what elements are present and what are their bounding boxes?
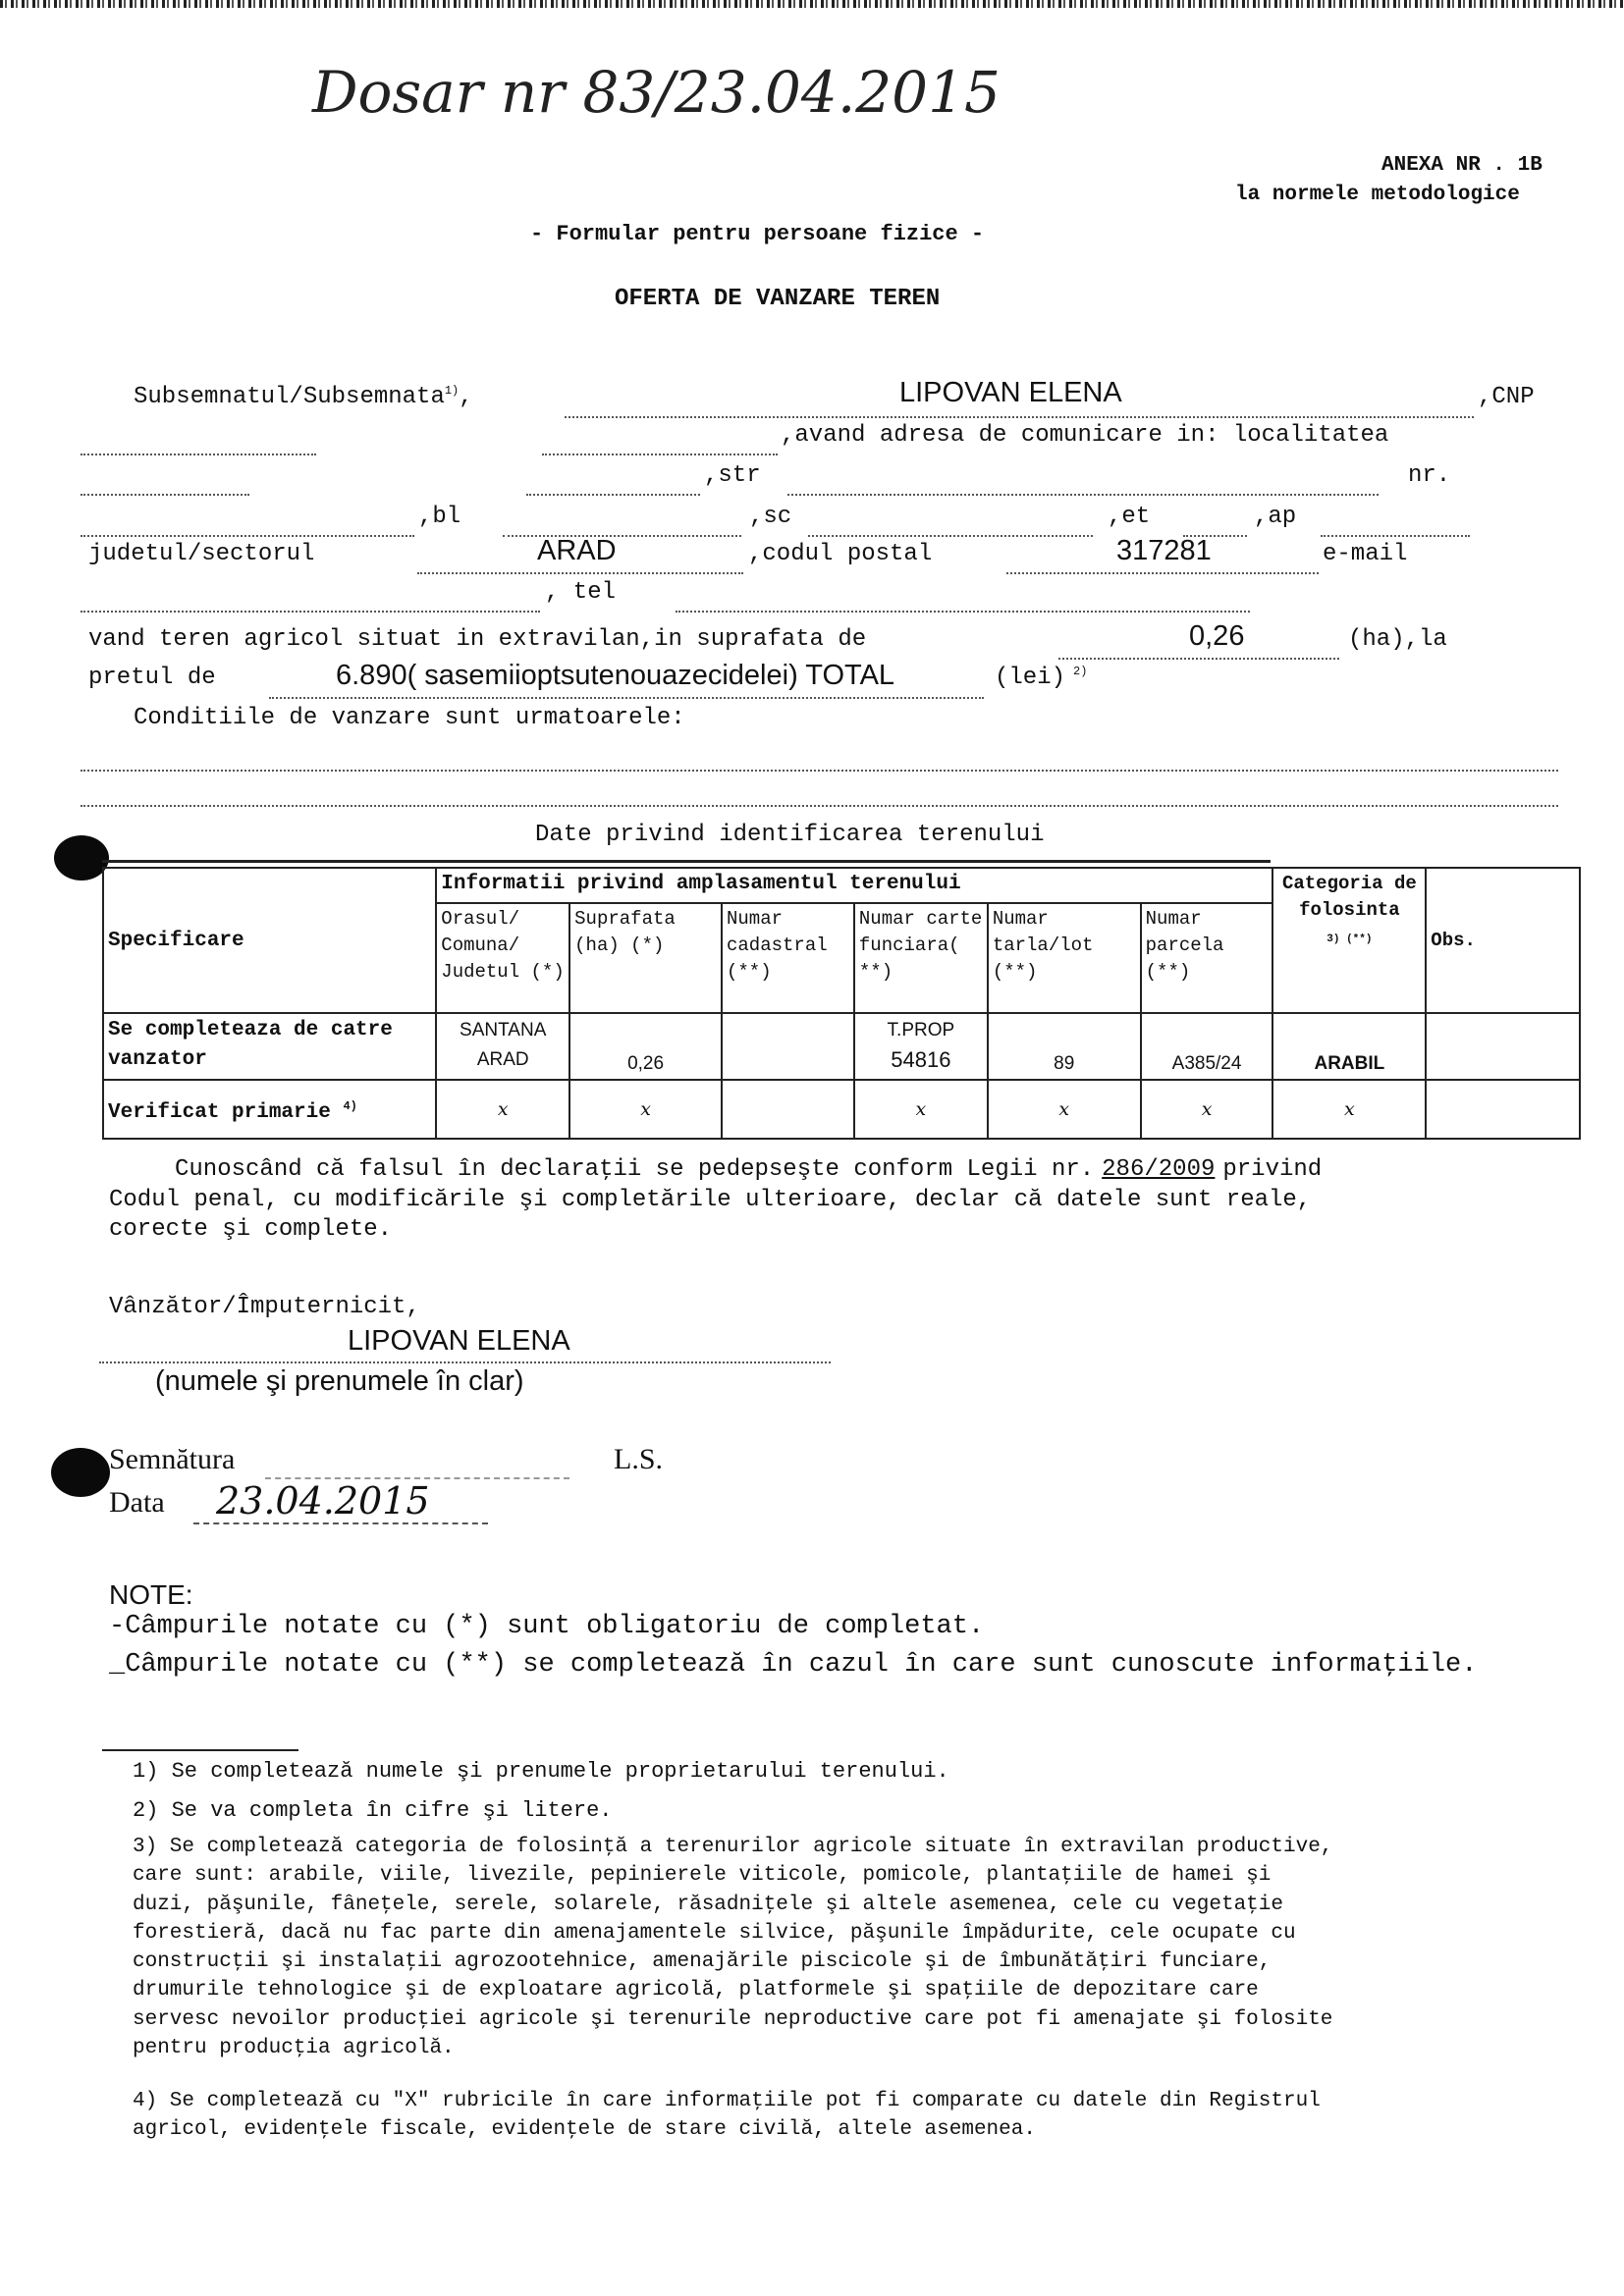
declaration-line-2: Codul penal, cu modificările şi completările ulterioare, declar că datele sunt reale, [109, 1187, 1312, 1213]
label-semnatura: Semnătura [109, 1443, 236, 1475]
label-subsemnatul: Subsemnatul/Subsemnata$^{1)}$, [134, 384, 473, 410]
col-tarla: Numar tarla/lot (**) [988, 903, 1141, 1013]
owner-name-field[interactable]: LIPOVAN ELENA [899, 377, 1122, 408]
label-et: ,et [1108, 504, 1151, 530]
label-bl: ,bl [418, 504, 461, 530]
footnote-1: 1) Se completează numele şi prenumele proprietarului terenului. [133, 1759, 949, 1784]
cell-categoria[interactable]: ARABIL [1272, 1013, 1426, 1080]
table-row-vanzator [103, 1013, 1580, 1080]
col-obs: Obs. [1426, 868, 1580, 1013]
group-header: Informatii privind amplasamentul terenului [436, 868, 1272, 903]
check-carte[interactable]: x [854, 1080, 988, 1139]
col-specificare: Specificare [103, 868, 436, 1013]
annex-subtitle: la normele metodologice [1235, 184, 1520, 206]
footnote-4: 4) Se completează cu "X" rubricile în care informaţiile pot fi comparate cu datele din Registrul agricol, evidenţele fiscale, evidenţele de stare civilă, altele asemenea. [133, 2090, 1321, 2142]
cell-obs[interactable] [1426, 1013, 1580, 1080]
form-type: - Formular pentru persoane fizice - [530, 222, 985, 246]
label-ap: ,ap [1254, 504, 1297, 530]
scan-punch-hole-2 [51, 1448, 110, 1497]
seller-name-field[interactable]: LIPOVAN ELENA [348, 1325, 570, 1357]
judet-field[interactable]: ARAD [537, 535, 617, 566]
footnote-3: 3) Se completează categoria de folosinţă a terenurilor agricole situate în extravilan productive, care sunt: arabile, viile, livezile, pepinierele viticole, pomicole, plantaţiile de hamei şi duzi, păşunile, fâneţele, serele, solarele, răsadniţele şi altele asemenea, cele cu vegetaţie forestieră, dacă nu fac parte din amenajamentele silvice, păşunile împădurite, cele ocupate cu construcţii şi instalaţii agrozootehnice, amenajările piscicole şi de îmbunătăţiri funciare, drumurile tehnologice şi de exploatare agricolă, platformele şi spaţiile de depozitare care servesc nevoilor producţiei agricole şi terenurile neproductive care pot fi amenajate şi folosite pentru producţia agricolă. [133, 1836, 1333, 2060]
cell-suprafata[interactable]: 0,26 [569, 1013, 722, 1080]
label-judet: judetul/sectorul [88, 541, 315, 567]
label-sc: ,sc [749, 504, 792, 530]
page-title: OFERTA DE VANZARE TEREN [615, 286, 941, 312]
col-categoria: Categoria de folosinta 3) (**) [1272, 868, 1426, 1013]
label-cnp: ,CNP [1478, 384, 1535, 410]
cod-postal-field[interactable]: 317281 [1116, 535, 1212, 566]
pret-field[interactable]: 6.890( sasemiioptsutenouazecidelei) TOTAL [336, 660, 895, 691]
conditii-line-1[interactable] [81, 770, 1558, 772]
col-cadastral: Numar cadastral (**) [722, 903, 854, 1013]
col-suprafata: Suprafata (ha) (*) [569, 903, 722, 1013]
annex-number: ANEXA NR . 1B [1381, 154, 1543, 177]
declaration-line-1: Cunoscând că falsul în declaraţii se pedepseşte conform Legii nr. 286/2009 privind [175, 1156, 1323, 1183]
scan-edge [0, 0, 1624, 8]
row-label-vanzator: Se completeaza de catre vanzator [103, 1013, 436, 1080]
table-row-primarie [103, 1080, 1580, 1139]
check-suprafata[interactable]: x [569, 1080, 722, 1139]
notes-heading: NOTE: [109, 1579, 193, 1610]
label-email: e-mail [1323, 541, 1408, 567]
conditii-line-2[interactable] [81, 805, 1558, 807]
cell-parcela[interactable]: A385/24 [1141, 1013, 1273, 1080]
label-str: ,str [704, 462, 761, 489]
label-tel: , tel [545, 579, 617, 606]
note-1: -Câmpurile notate cu (*) sunt obligatoriu de completat. [109, 1612, 985, 1641]
col-parcela: Numar parcela (**) [1141, 903, 1273, 1013]
check-orasul[interactable]: x [436, 1080, 569, 1139]
check-obs[interactable] [1426, 1080, 1580, 1139]
check-parcela[interactable]: x [1141, 1080, 1273, 1139]
vand-text: vand teren agricol situat in extravilan,in suprafata de [88, 626, 867, 653]
table-caption: Date privind identificarea terenului [535, 822, 1045, 848]
label-conditii: Conditiile de vanzare sunt urmatoarele: [134, 705, 685, 731]
declaration-line-3: corecte şi complete. [109, 1216, 393, 1243]
label-ha-la: (ha),la [1348, 626, 1447, 653]
label-vanzator: Vânzător/Împuternicit, [109, 1294, 420, 1320]
land-identification-table [102, 867, 1581, 1140]
col-orasul: Orasul/ Comuna/ Judetul (*) [436, 903, 569, 1013]
footnote-2: 2) Se va completa în cifre şi litere. [133, 1798, 613, 1823]
label-pretul: pretul de [88, 665, 216, 691]
cell-carte[interactable]: T.PROP 54816 [854, 1013, 988, 1080]
label-nr: nr. [1408, 462, 1451, 489]
row-label-primarie: Verificat primarie $^{4)}$ [103, 1080, 436, 1139]
label-adresa: ,avand adresa de comunicare in: localitatea [781, 422, 1389, 449]
label-data: Data [109, 1486, 165, 1519]
cell-orasul[interactable]: SANTANA ARAD [436, 1013, 569, 1080]
dosar-handwritten: Dosar nr 83/23.04.2015 [312, 59, 1001, 126]
label-cod-postal: ,codul postal [748, 541, 933, 567]
suprafata-field[interactable]: 0,26 [1189, 620, 1245, 652]
cell-cadastral[interactable] [722, 1013, 854, 1080]
check-cadastral[interactable] [722, 1080, 854, 1139]
label-lei: (lei) $^{2)}$ [995, 665, 1088, 691]
col-carte: Numar carte funciara( **) [854, 903, 988, 1013]
label-ls: L.S. [614, 1443, 664, 1475]
date-field[interactable]: 23.04.2015 [216, 1479, 430, 1522]
check-tarla[interactable]: x [988, 1080, 1141, 1139]
check-categoria[interactable]: x [1272, 1080, 1426, 1139]
scan-punch-hole [54, 835, 109, 881]
name-caption: (numele şi prenumele în clar) [155, 1365, 524, 1397]
cell-tarla[interactable]: 89 [988, 1013, 1141, 1080]
note-2: _Câmpurile notate cu (**) se completează în cazul în care sunt cunoscute informaţiile. [109, 1650, 1478, 1680]
